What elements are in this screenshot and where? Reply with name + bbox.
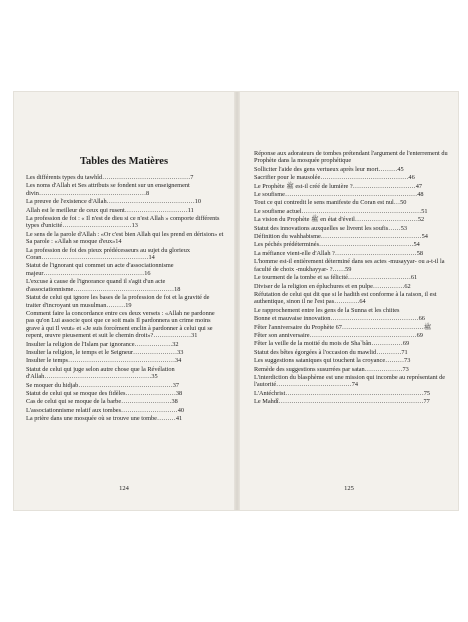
toc-entry-page: 41 xyxy=(175,415,183,423)
toc-entry xyxy=(254,258,450,273)
toc-entry-title: Les péchés prédéterminés……………………………………… xyxy=(254,241,414,249)
toc-entry-page: 38 xyxy=(175,389,183,397)
toc-entry-title: Sacrifier pour le mausolée…………………………………… xyxy=(254,174,409,182)
toc-entry-page: 51 xyxy=(421,207,428,215)
toc-entry-page: 59 xyxy=(345,265,352,273)
left-page-number: 124 xyxy=(119,485,129,492)
toc-entry xyxy=(254,307,450,314)
toc-entry xyxy=(254,357,450,364)
toc-entry-page: 61 xyxy=(410,274,418,282)
toc-entry-title: Le Prophète ﷺ est-il créé de lumière ?………………………… xyxy=(254,182,416,190)
toc-entry-title: Remède des suggestions susurrées par satan……………… xyxy=(254,365,403,373)
toc-entry-page: 73 xyxy=(404,357,411,365)
toc-entry xyxy=(26,415,224,422)
toc-entry-page: 37 xyxy=(172,381,180,389)
toc-entry-title: L'homme est-il entièrement déterminé dans ses actes -musayyar- ou a-t-il la faculté de choix -mukhayyar- ?…… xyxy=(254,258,445,273)
toc-entry-page: 52 xyxy=(417,216,425,224)
left-page xyxy=(14,92,234,510)
toc-entry xyxy=(254,174,450,181)
toc-entry xyxy=(254,374,450,389)
toc-entry xyxy=(254,225,450,232)
toc-entry-title: Fêter la veille de la moitié du mois de Sha`bân…………… xyxy=(254,340,403,348)
toc-entry xyxy=(26,382,224,389)
toc-entry-title: La vision du Prophète ﷺ en état d'éveil………………………… xyxy=(254,216,418,224)
toc-entry-title: La profession de foi des pieux prédécesseurs au sujet du glorieux Coran…………………………………………… xyxy=(26,246,191,262)
toc-entry-title: Solliciter l'aide des gens vertueux après leur mort……… xyxy=(254,165,398,173)
toc-entry-page: 67 xyxy=(335,323,342,331)
toc-entry-page: 47 xyxy=(415,182,422,190)
toc-entry-title: Réfutation de celui qui dit que si le hadith est conforme à la raison, il est authentique, sinon il ne l'est pas………… xyxy=(254,290,437,306)
toc-entry xyxy=(26,349,224,356)
toc-entry-title: Statut des bêtes égorgées à l'occasion du mawlid………… xyxy=(254,348,402,356)
toc-entry-page: 48 xyxy=(417,191,424,199)
toc-entry xyxy=(254,340,450,347)
toc-entry-page: 35 xyxy=(151,373,158,381)
toc-entry-page: 7 xyxy=(190,174,194,181)
toc-entry xyxy=(26,357,224,364)
toc-entry-title: L'Antéchrist………………………………………………………… xyxy=(254,389,424,397)
toc-entry xyxy=(254,150,450,165)
toc-entry-title: Diviser de la religion en épluchures et en pulpe…………… xyxy=(254,282,405,290)
toc-entry-page: 13 xyxy=(131,222,138,230)
toc-entry-page: 16 xyxy=(144,269,151,277)
toc-entry xyxy=(254,398,450,405)
toc-entry-page: 77 xyxy=(423,398,430,406)
toc-entry-title: L'interdiction du blasphème est une mission qui incombe au représentant de l'autorité……………………………… xyxy=(254,373,446,389)
toc-entry xyxy=(26,247,224,262)
toc-entry-title: L'associationnisme relatif aux tombes……………………… xyxy=(26,406,178,414)
toc-entry-title: Statut de l'ignorant qui commet un acte d'associationnisme majeur………………………………………… xyxy=(26,262,174,277)
toc-entry-title: Comment faire la concordance entre ces deux versets : «Allah ne pardonne pas qu'on Lui associe quoi que ce soit mais Il pardonnera un crime moins grave à qui Il veut» et «Je suis forcément enclin à pardonner à celui qui se repent, œuvre pieusement et suit le chemin droit»?……………… xyxy=(26,309,215,340)
table-of-contents-heading: Tables des Matières xyxy=(79,156,169,167)
toc-entry-title: Cas de celui qui se moque de la barbe…………………… xyxy=(26,398,172,406)
toc-entry-page: 73 xyxy=(402,365,409,373)
toc-entry-title: Fêter son anniversaire…………………………………………… xyxy=(254,331,417,339)
toc-entry xyxy=(254,208,450,215)
toc-entry-page: 34 xyxy=(175,357,182,365)
right-page-number: 125 xyxy=(344,485,354,492)
toc-entry-page: 38 xyxy=(171,398,178,406)
toc-entry xyxy=(254,291,450,306)
toc-entry xyxy=(254,233,450,240)
right-page xyxy=(240,92,458,510)
toc-entry xyxy=(254,332,450,339)
toc-entry xyxy=(26,407,224,414)
toc-entry xyxy=(26,278,224,293)
toc-entry xyxy=(26,207,224,214)
toc-entry-title: La profession de foi : « Il n'est de dieu si ce n'est Allah » comporte différents types d'unicité…………………………… xyxy=(26,215,220,230)
toc-entry xyxy=(254,390,450,397)
toc-entry-page: 66 xyxy=(418,315,425,323)
toc-entry-page: 32 xyxy=(172,340,179,348)
toc-entry-page: 33 xyxy=(177,348,184,356)
toc-entry-page: 8 xyxy=(146,189,150,197)
toc-entry xyxy=(26,366,224,381)
toc-entry-title: Statut de celui qui se moque des fidèles…………………… xyxy=(26,389,176,397)
toc-entry-title: Le sens de la parole d'Allah : «Or c'est bien Allah qui les prend en dérision» et Sa parole : «Allah se moque d'eux» xyxy=(26,230,224,246)
toc-entry-title: Statut de celui qui ignore les bases de la profession de foi et la gravité de traiter d'incroyant un musulman……… xyxy=(26,294,210,309)
toc-entry xyxy=(254,191,450,198)
toc-entry-page: 40 xyxy=(177,406,185,414)
toc-entry-page: 69 xyxy=(416,331,423,339)
toc-entry-title: Le Mahdî…………………………………………………………… xyxy=(254,398,424,406)
toc-entry-page: 14 xyxy=(115,238,122,246)
left-toc-list xyxy=(26,174,224,424)
toc-entry-page: 64 xyxy=(359,298,366,306)
toc-entry-title: La prière dans une mosquée où se trouve une tombe……… xyxy=(26,415,176,423)
toc-entry-title: L'excuse à cause de l'ignorance quand il s'agit d'un acte d'associationnisme………………………………………… xyxy=(26,278,175,293)
toc-entry-page: 54 xyxy=(413,241,420,249)
toc-entry-title: Définition du wahhabisme………………………………………… xyxy=(254,233,422,241)
toc-entry xyxy=(254,241,450,248)
toc-entry-title: Allah est le meilleur de ceux qui rusent………………………… xyxy=(26,206,188,214)
toc-entry-title: Statut des innovations auxquelles se livrent les soufis…… xyxy=(254,224,401,232)
toc-entry xyxy=(26,294,224,309)
toc-entry xyxy=(254,183,450,190)
toc-entry-page: 62 xyxy=(404,282,411,290)
toc-entry xyxy=(254,250,450,257)
toc-entry xyxy=(26,215,224,230)
toc-entry-page: 75 xyxy=(423,389,431,397)
right-toc-list xyxy=(254,150,450,407)
toc-entry xyxy=(254,349,450,356)
toc-entry-page: 53 xyxy=(400,224,408,232)
toc-entry xyxy=(26,310,224,340)
toc-entry-title: Tout ce qui contredit le sens manifeste du Coran est nul… xyxy=(254,199,401,207)
toc-entry-page: 74 xyxy=(351,381,358,389)
toc-entry-page: 69 xyxy=(402,340,410,348)
toc-entry-title: Bonne et mauvaise innovation…………………………………… xyxy=(254,315,419,323)
toc-entry-page: 45 xyxy=(397,165,404,173)
toc-entry-page: 18 xyxy=(174,285,181,293)
toc-entry-title: Insulter la religion de l'Islam par ignorance……………… xyxy=(26,340,173,348)
toc-entry xyxy=(254,315,450,322)
toc-entry-page: 10 xyxy=(194,198,202,206)
toc-entry xyxy=(254,274,450,281)
toc-entry-title: Le soufisme actuel………………………………………………… xyxy=(254,207,422,215)
toc-entry-page: 54 xyxy=(421,233,428,241)
toc-entry-title: Le rapprochement entre les gens de la Sunna et les chiites xyxy=(254,306,400,314)
toc-entry-title: Les suggestions sataniques qui touchent la croyance……… xyxy=(254,357,405,365)
toc-entry xyxy=(26,198,224,205)
toc-entry xyxy=(26,390,224,397)
toc-entry-title: Le soufisme……………………………………………………… xyxy=(254,191,418,199)
toc-entry-title: Le tourment de la tombe et sa félicité………………………… xyxy=(254,274,411,282)
toc-entry xyxy=(254,199,450,206)
toc-entry-page: 46 xyxy=(408,174,415,182)
toc-entry-page: 71 xyxy=(401,348,408,356)
toc-entry-title: La méfiance vient-elle d'Allah ?………………………………… xyxy=(254,249,417,257)
toc-entry-page: 31 xyxy=(191,332,198,340)
toc-entry xyxy=(254,166,450,173)
toc-entry xyxy=(254,366,450,373)
toc-entry-page: 14 xyxy=(148,254,155,262)
toc-entry-title: Insulter la religion, le temps et le Seigneur………………… xyxy=(26,348,178,356)
toc-entry-title: Réponse aux adorateurs de tombes prétendant l'argument de l'enterrement du Prophète dans la mosquée prophétique xyxy=(254,150,448,165)
toc-entry xyxy=(254,324,450,331)
book-spread xyxy=(14,92,458,510)
toc-entry-title: Se moquer du hidjab……………………………………… xyxy=(26,381,173,389)
toc-entry-page: 11 xyxy=(187,206,194,214)
toc-entry xyxy=(26,174,224,181)
toc-entry xyxy=(26,262,224,277)
toc-entry xyxy=(254,283,450,290)
toc-entry-page: 50 xyxy=(400,199,407,207)
toc-entry xyxy=(254,216,450,223)
toc-entry-title: La preuve de l'existence d'Allah…………………………………… xyxy=(26,198,195,206)
toc-entry-title: Les différents types du tawhîd…………………………………… xyxy=(26,174,191,181)
toc-entry-title: Les noms d'Allah et Ses attributs se fondent sur un enseignement divin…………………………………………… xyxy=(26,182,190,197)
toc-entry xyxy=(26,182,224,197)
toc-entry xyxy=(26,231,224,246)
toc-entry-title: Insulter le temps…………………………………………… xyxy=(26,357,176,365)
toc-entry-title: Fêter l'anniversaire du Prophète ﷺ………………………………… xyxy=(254,323,432,331)
toc-entry-page: 19 xyxy=(125,301,132,309)
toc-entry xyxy=(26,341,224,348)
toc-entry-title: Statut de celui qui juge selon autre chose que la Révélation d'Allah…………………………………………… xyxy=(26,365,175,381)
toc-entry-page: 58 xyxy=(416,249,424,257)
toc-entry xyxy=(26,398,224,405)
